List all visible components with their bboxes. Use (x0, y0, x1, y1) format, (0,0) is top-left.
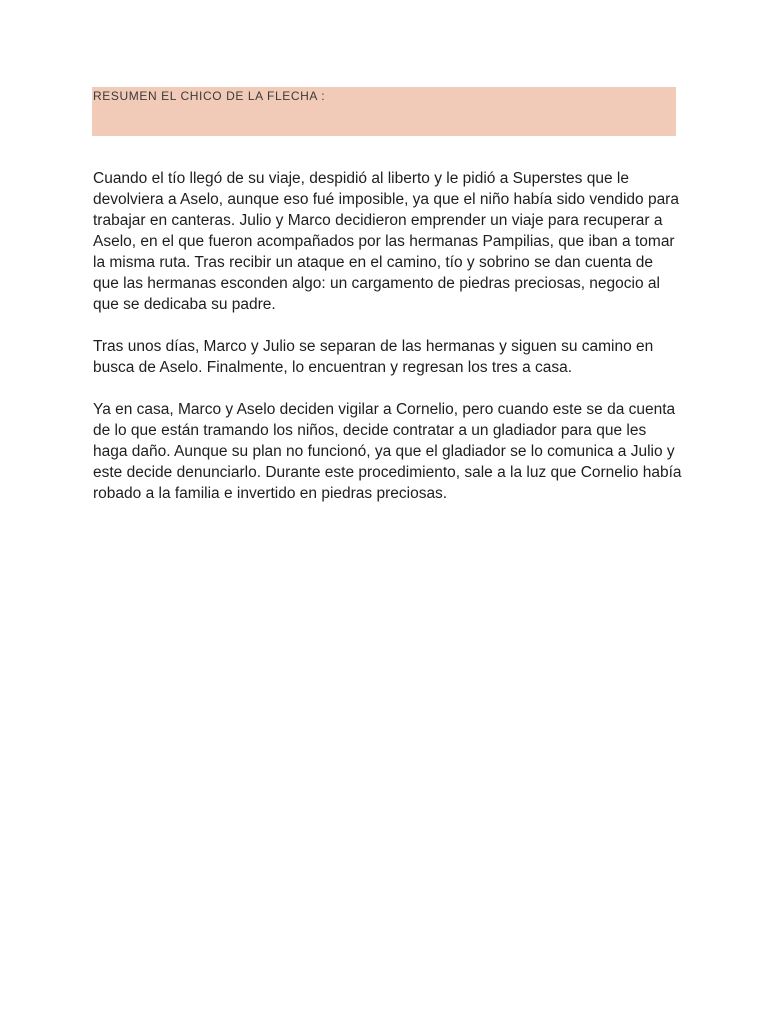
paragraph-3: Ya en casa, Marco y Aselo deciden vigilar a Cornelio, pero cuando este se da cuenta de lo que están tramando los niños, decide contratar a un gladiador para que les haga daño. Aunque su plan no funcionó, ya que el gladiador se lo comunica a Julio y este decide denunciarlo. Durante este procedimiento, sale a la luz que Cornelio había robado a la familia e invertido en piedras preciosas. (93, 401, 682, 502)
title-banner (92, 87, 676, 136)
document-title: RESUMEN EL CHICO DE LA FLECHA : (93, 89, 326, 103)
document-body (93, 168, 683, 525)
paragraph-1: Cuando el tío llegó de su viaje, despidió al liberto y le pidió a Superstes que le devolviera a Aselo, aunque eso fué imposible, ya que el niño había sido vendido para trabajar en canteras. Julio y Marco decidieron emprender un viaje para recuperar a Aselo, en el que fueron acompañados por las hermanas Pampilias, que iban a tomar la misma ruta. Tras recibir un ataque en el camino, tío y sobrino se dan cuenta de que las hermanas esconden algo: un cargamento de piedras preciosas, negocio al que se dedicaba su padre. (93, 170, 679, 313)
paragraph-2: Tras unos días, Marco y Julio se separan de las hermanas y siguen su camino en busca de Aselo. Finalmente, lo encuentran y regresan los tres a casa. (93, 338, 654, 376)
